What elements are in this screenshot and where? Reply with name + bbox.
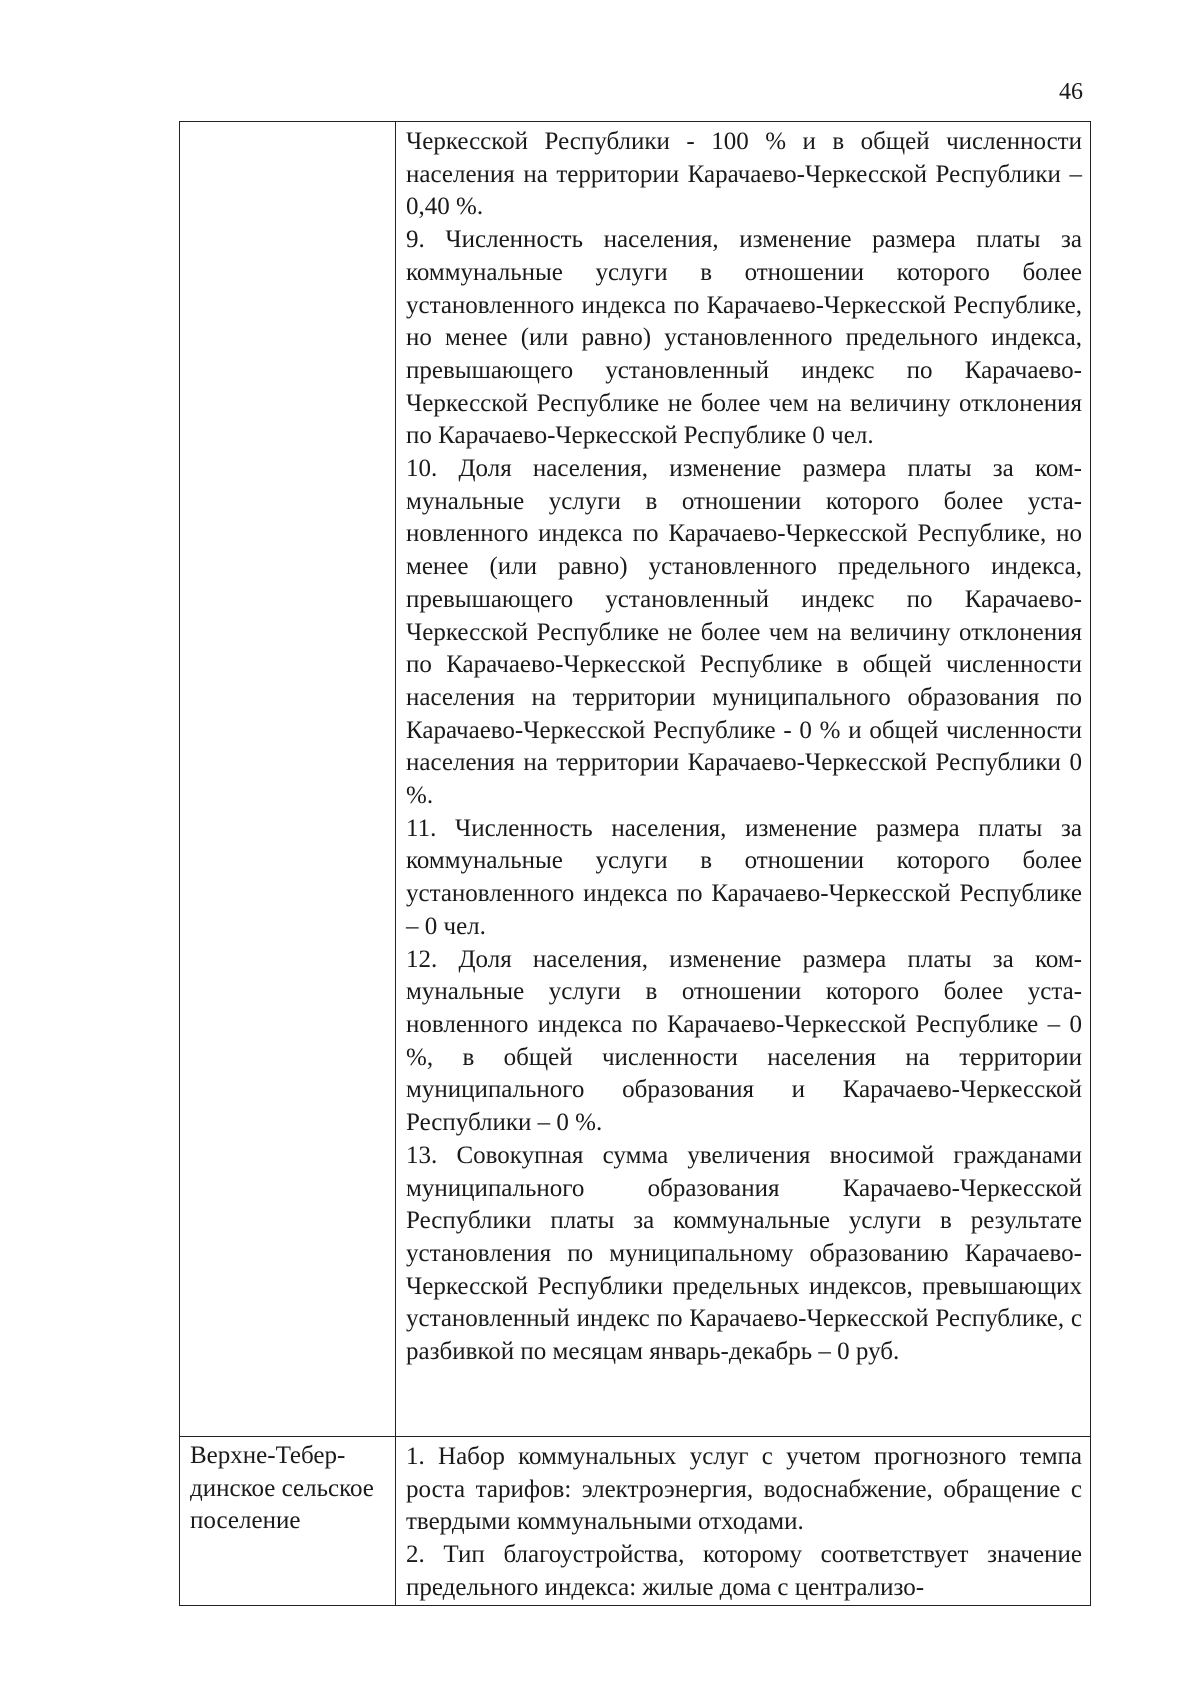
table-row xyxy=(180,122,1091,1437)
municipality-cell xyxy=(180,122,396,1437)
municipality-cell xyxy=(180,1437,396,1606)
paragraph: 12. Доля населения, изменение размера платы за коммунальные услуги в отношении которого более установленного индекса по Карачаево-Черкесской Республике – 0 %, в общей численности населения на территории муниципального образования и Карачаево-Черкесской Республики – 0 %. xyxy=(406,945,1082,1137)
paragraph: 9. Численность населения, изменение размера платы за коммунальные услуги в отношении которого более установленного индекса по Карачаево-Черкесской Республике, но менее (или равно) установленного предельного индекса, превышающего установленный индекс по Карачаево-Черкесской Республике не более чем на величину отклонения по Карачаево-Черкесской Республике 0 чел. xyxy=(406,226,1082,450)
paragraph: 1. Набор коммунальных услуг с учетом прогнозного темпа роста тарифов: электроэнергия, водоснабжение, обращение с твердыми коммунальными отходами. xyxy=(406,1443,1082,1536)
indices-table xyxy=(179,121,1091,1606)
table-row xyxy=(180,1437,1091,1606)
description-cell xyxy=(396,1437,1091,1606)
paragraph: Черкесской Республики - 100 % и в общей численности населения на территории Карачаево-Черкесской Республики – 0,40 %. xyxy=(406,128,1082,221)
paragraph: 2. Тип благоустройства, которому соответствует значение предельного индекса: жилые дома с централизо- xyxy=(406,1541,1082,1601)
paragraph: 13. Совокупная сумма увеличения вносимой гражданами муниципального образования Карачаево-Черкесской Республики платы за коммунальные услуги в результате установления по муниципальному образованию Карачаево-Черкесской Республики предельных индексов, превышающих установленный индекс по Карачаево-Черкесской Республике, с разбивкой по месяцам январь-декабрь – 0 руб. xyxy=(406,1141,1082,1366)
paragraph: 10. Доля населения, изменение размера платы за коммунальные услуги в отношении которого более установленного индекса по Карачаево-Черкесской Республике, но менее (или равно) установленного предельного индекса, превышающего установленный индекс по Карачаево-Черкесской Республике не более чем на величину отклонения по Карачаево-Черкесской Республике в общей численности населения на территории муниципального образования по Карачаево-Черкесской Республике - 0 % и общей численности населения на территории Карачаево-Черкесской Республики 0 %. xyxy=(406,455,1082,810)
description-cell xyxy=(396,122,1091,1437)
paragraph: 11. Численность населения, изменение размера платы за коммунальные услуги в отношении которого более установленного индекса по Карачаево-Черкесской Республике – 0 чел. xyxy=(406,814,1082,940)
municipality-name: Верхне-Тебердинское сельское поселение xyxy=(190,1442,374,1535)
page-number: 46 xyxy=(1059,79,1083,105)
